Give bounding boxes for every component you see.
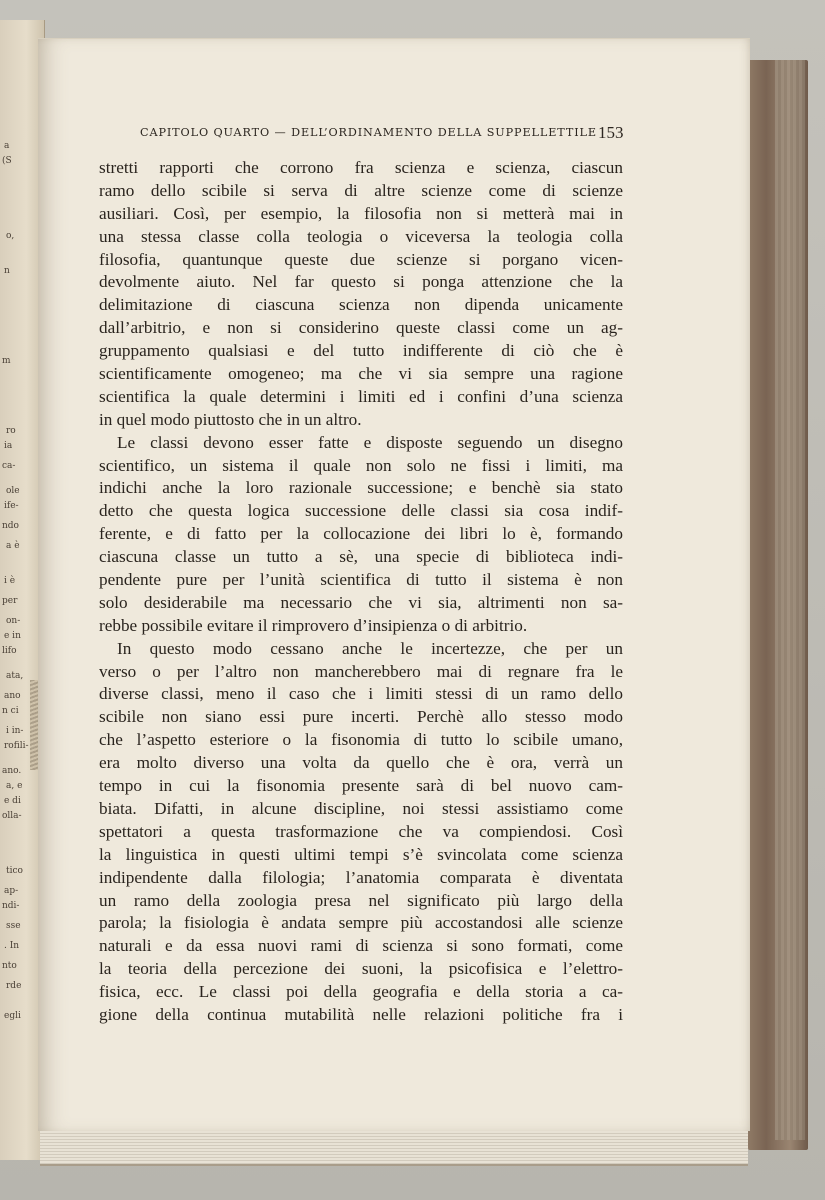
text-line: diverse classi, meno il caso che i limiti stessi di un ramo dello [99, 684, 623, 704]
facing-page-text-fragment: e in [4, 631, 21, 641]
facing-page-text-fragment: sse [6, 921, 21, 931]
text-line: indichi anche la loro razionale successione; e benchè sia stato [99, 478, 623, 498]
text-line: filosofia, quantunque queste due scienze si porgano vicen- [99, 249, 623, 269]
body-text [99, 157, 623, 1027]
text-line: devolmente aiuto. Nel far questo si ponga attenzione che la [99, 272, 623, 292]
facing-page-text-fragment: a, e [6, 781, 23, 791]
text-line: che l’aspetto esteriore o la fisonomia di tutto lo scibile umano, [99, 730, 623, 750]
text-line: verso o per l’altro non mancherebbero mai di regnare fra le [99, 661, 623, 681]
facing-page-text-fragment: i è [4, 576, 16, 586]
text-line: ramo dello scibile si serva di altre scienze come di scienze [99, 180, 623, 200]
text-line: naturali e da essa nuovi rami di scienza si sono formati, come [99, 936, 623, 956]
page-number: 153 [598, 123, 624, 142]
text-line: spettatori a questa trasformazione che va compiendosi. Così [99, 821, 623, 841]
facing-page-text-fragment: a è [6, 541, 20, 551]
facing-page-text-fragment: m [2, 356, 11, 366]
text-line: ausiliari. Così, per esempio, la filosofia non si metterà mai in [99, 203, 623, 223]
text-line: tempo in cui la fisonomia presente sarà di bel nuovo cam- [99, 776, 623, 796]
text-line: gruppamento qualsiasi e del tutto indifferente di ciò che è [99, 341, 623, 361]
facing-page-text-fragment: ife- [4, 501, 19, 511]
text-line: In questo modo cessano anche le incertezze, che per un [117, 638, 623, 658]
facing-page-text-fragment: (S [2, 156, 12, 166]
text-line: delimitazione di ciascuna scienza non dipenda unicamente [99, 295, 623, 315]
facing-page-text-fragment: egli [4, 1011, 21, 1021]
text-line: detto che questa logica successione delle classi sia cosa indif- [99, 501, 623, 521]
text-line: solo desiderabile ma necessario che vi sia, altrimenti non sa- [99, 592, 623, 612]
text-line: biata. Difatti, in alcune discipline, noi stessi assistiamo come [99, 798, 623, 818]
text-line: scientifico, un sistema il quale non solo ne fissi i limiti, ma [99, 455, 623, 475]
text-line: indipendente dalla filologia; l’anatomia comparata è diventata [99, 867, 623, 887]
facing-page-text-fragment: per [2, 596, 18, 606]
facing-page-text-fragment: . In [4, 941, 20, 951]
facing-page-text-fragment: ndi- [2, 901, 20, 911]
facing-page-text-fragment: rde [6, 981, 22, 991]
text-line: era molto diverso una volta da quello che è ora, verrà un [99, 753, 623, 773]
facing-page-text-fragment: on- [6, 616, 21, 626]
text-line: gione della continua mutabilità nelle relazioni politiche fra i [99, 1004, 623, 1024]
text-line: dall’arbitrio, e non si considerino queste classi come un ag- [99, 318, 623, 338]
facing-page-text-fragment: ap- [4, 886, 19, 896]
facing-page-text-fragment: i in- [6, 726, 24, 736]
facing-page-text-fragment: nto [2, 961, 17, 971]
facing-page-text-fragment: ia [4, 441, 13, 451]
text-line: rebbe possibile evitare il rimprovero d’insipienza o di arbitrio. [99, 615, 528, 635]
facing-page-text-fragment: n ci [2, 706, 19, 716]
text-line: un ramo della zoologia presa nel significato più largo della [99, 890, 623, 910]
page-block-edges [40, 1128, 748, 1166]
facing-page-text-fragment: ole [6, 486, 20, 496]
text-line: la teoria della percezione dei suoni, la psicofisica e l’elettro- [99, 959, 623, 979]
text-line: una stessa classe colla teologia o viceversa la teologia colla [99, 226, 623, 246]
text-line: scientificamente omogeneo; ma che vi sia sempre una ragione [99, 364, 623, 384]
facing-page-text-fragment: tico [6, 866, 23, 876]
text-line: la linguistica in questi ultimi tempi s’è svincolata come scienza [99, 844, 623, 864]
text-line: ferente, e di fatto per la collocazione dei libri lo è, formando [99, 524, 623, 544]
facing-page-text-fragment: ata, [6, 671, 24, 681]
facing-page-text-fragment: n [4, 266, 10, 276]
running-head: CAPITOLO QUARTO — DELL’ORDINAMENTO DELLA SUPPELLETTILE [140, 126, 597, 139]
facing-page-text-fragment: e di [4, 796, 21, 806]
facing-page-text-fragment: rofili- [4, 741, 29, 751]
text-line: fisica, ecc. Le classi poi della geografia e della storia a ca- [99, 982, 623, 1002]
facing-page-text-fragment: ano [4, 691, 21, 701]
text-line: pendente pure per l’unità scientifica di tutto il sistema è non [99, 570, 623, 590]
text-line: scientifica la quale determini i limiti ed i confini d’una scienza [99, 386, 623, 406]
spine-cloth-texture [775, 60, 805, 1140]
text-line: Le classi devono esser fatte e disposte seguendo un disegno [117, 432, 623, 452]
facing-page-text-fragment: ndo [2, 521, 19, 531]
facing-page-text-fragment: a [4, 141, 10, 151]
facing-page-text-fragment: olla- [2, 811, 22, 821]
facing-page-text-fragment: ro [6, 426, 16, 436]
facing-page-text-fragment: ca- [2, 461, 16, 471]
text-line: scibile non siano essi pure incerti. Perchè allo stesso modo [99, 707, 623, 727]
text-line: in quel modo piuttosto che in un altro. [99, 409, 362, 429]
text-line: parola; la fisiologia è andata sempre più accostandosi alle scienze [99, 913, 623, 933]
text-line: ciascuna classe un tutto a sè, una specie di biblioteca indi- [99, 547, 623, 567]
facing-page-text-fragment: ano. [2, 766, 22, 776]
text-line: stretti rapporti che corrono fra scienza e scienza, ciascun [99, 158, 623, 177]
facing-page-text-fragment: o, [6, 231, 15, 241]
facing-page-text-fragment: lifo [2, 646, 17, 656]
